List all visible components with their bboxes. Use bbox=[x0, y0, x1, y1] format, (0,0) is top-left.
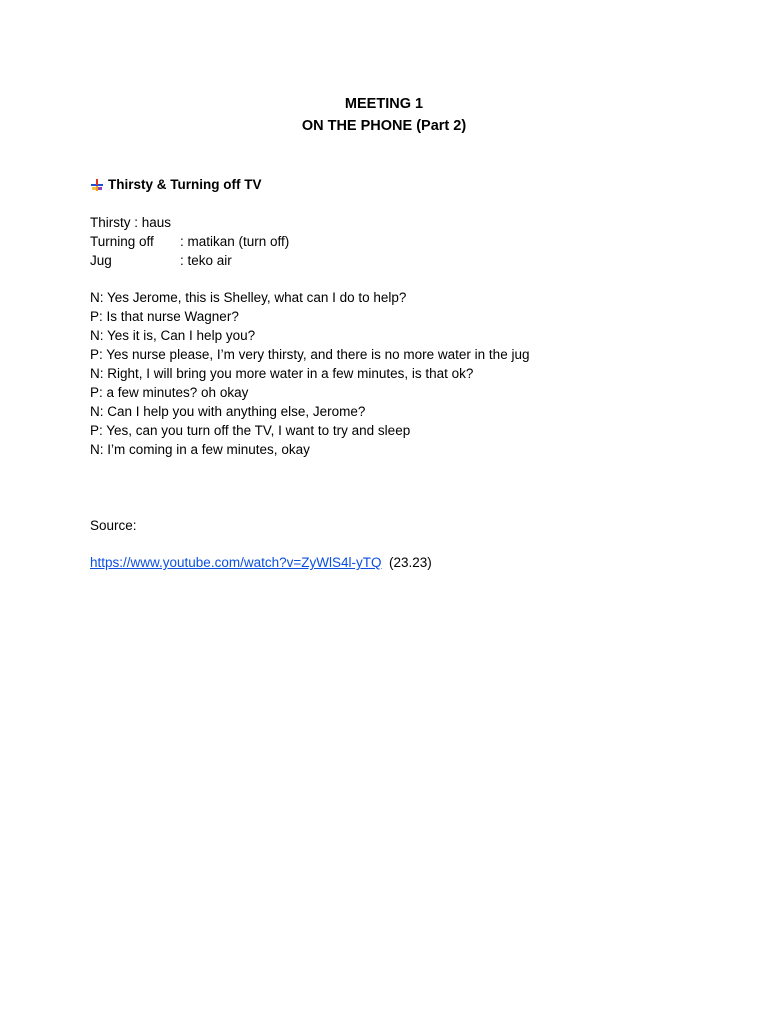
section-heading-text: Thirsty & Turning off TV bbox=[108, 177, 262, 192]
source-row bbox=[90, 553, 432, 572]
vocabulary-definition: : matikan (turn off) bbox=[180, 234, 290, 249]
dialogue-line: N: Right, I will bring you more water in a few minutes, is that ok? bbox=[90, 366, 474, 381]
dialogue bbox=[90, 288, 529, 459]
vocabulary-item bbox=[90, 251, 289, 270]
section-heading bbox=[90, 175, 261, 194]
vocabulary-term: Turning off bbox=[90, 234, 154, 249]
source-timestamp: (23.23) bbox=[389, 555, 432, 570]
vocabulary-definition: : teko air bbox=[180, 253, 232, 268]
dialogue-line: N: I’m coming in a few minutes, okay bbox=[90, 442, 310, 457]
page-title-line1: MEETING 1 bbox=[344, 96, 424, 112]
dialogue-line: N: Yes it is, Can I help you? bbox=[90, 328, 256, 343]
vocabulary-term: Jug bbox=[90, 253, 112, 268]
vocabulary-term: Thirsty : haus bbox=[90, 215, 172, 230]
colored-cross-bullet-icon bbox=[90, 178, 104, 192]
dialogue-line: P: Is that nurse Wagner? bbox=[90, 309, 239, 324]
source-label: Source: bbox=[90, 518, 137, 533]
dialogue-line: N: Can I help you with anything else, Jerome? bbox=[90, 404, 366, 419]
page-title-line2: ON THE PHONE (Part 2) bbox=[301, 118, 467, 134]
source-link[interactable]: https://www.youtube.com/watch?v=ZyWlS4l-yTQ bbox=[90, 555, 382, 570]
dialogue-line: P: a few minutes? oh okay bbox=[90, 385, 249, 400]
dialogue-line: N: Yes Jerome, this is Shelley, what can I do to help? bbox=[90, 290, 407, 305]
dialogue-line: P: Yes nurse please, I’m very thirsty, and there is no more water in the jug bbox=[90, 347, 530, 362]
vocabulary-item bbox=[90, 213, 289, 232]
dialogue-line: P: Yes, can you turn off the TV, I want to try and sleep bbox=[90, 423, 411, 438]
vocabulary-list bbox=[90, 213, 289, 270]
vocabulary-item bbox=[90, 232, 289, 251]
